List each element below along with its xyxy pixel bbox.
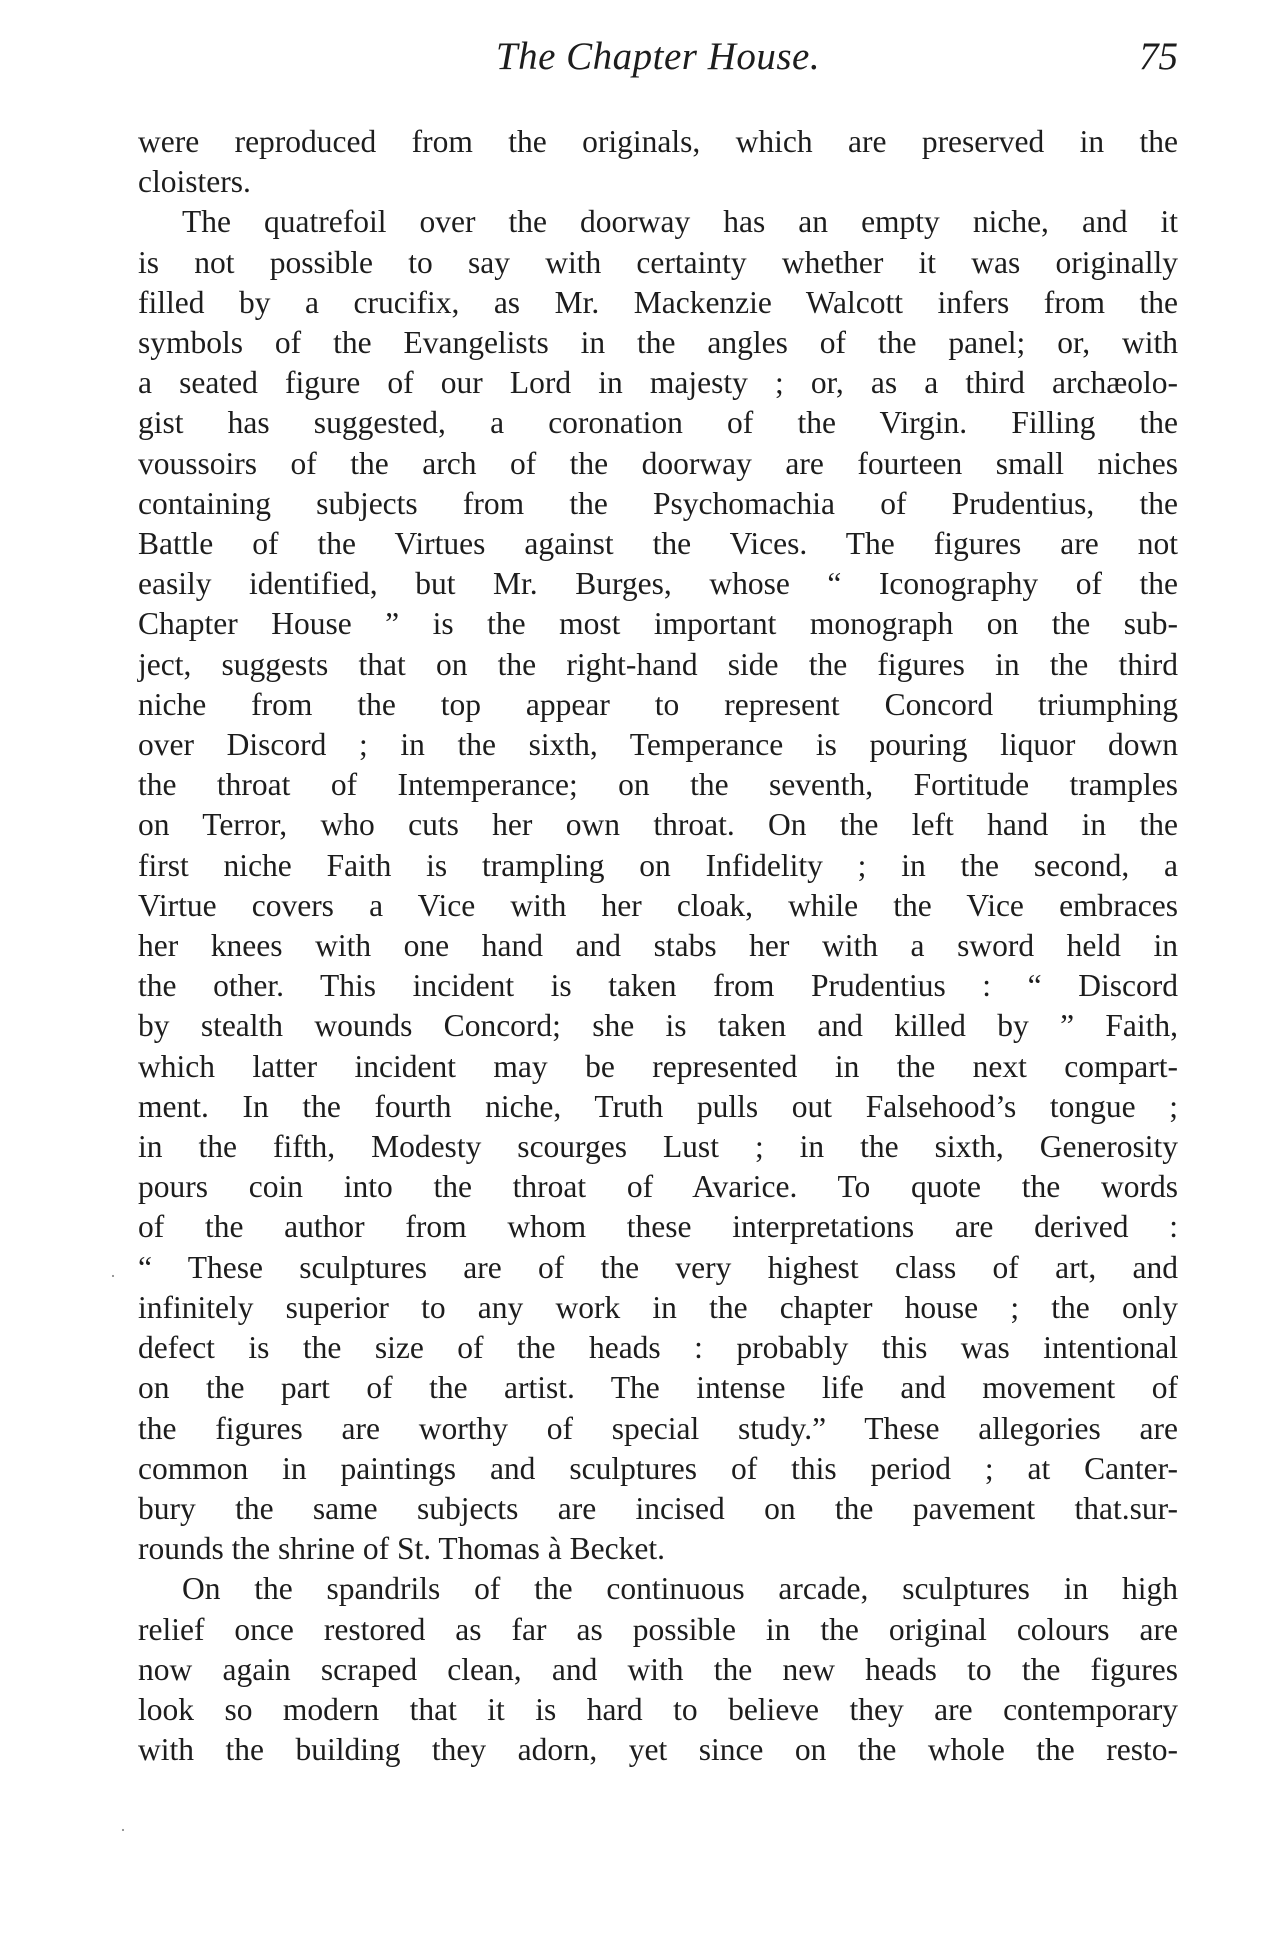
text-line: look so modern that it is hard to believe they are contemporary xyxy=(138,1691,1178,1727)
text-line: voussoirs of the arch of the doorway are fourteen small niches xyxy=(138,445,1178,481)
text-line: “ These sculptures are of the very highest class of art, and xyxy=(138,1249,1178,1285)
text-line: over Discord ; in the sixth, Temperance is pouring liquor down xyxy=(138,727,1178,763)
text-line: with the building they adorn, yet since on the whole the resto- xyxy=(138,1732,1178,1768)
running-head xyxy=(138,34,1178,94)
text-line: ment. In the fourth niche, Truth pulls out Falsehood’s tongue ; xyxy=(138,1088,1178,1124)
text-line: filled by a crucifix, as Mr. Mackenzie Walcott infers from the xyxy=(138,284,1178,320)
text-line: by stealth wounds Concord; she is taken and killed by ” Faith, xyxy=(138,1008,1178,1044)
text-line: On the spandrils of the continuous arcade, sculptures in high xyxy=(182,1571,1178,1607)
text-line: of the author from whom these interpretations are derived : xyxy=(138,1209,1178,1245)
text-line: infinitely superior to any work in the chapter house ; the only xyxy=(138,1289,1178,1325)
text-line: containing subjects from the Psychomachia of Prudentius, the xyxy=(138,485,1178,521)
text-line: the throat of Intemperance; on the seventh, Fortitude tramples xyxy=(138,767,1178,803)
text-line: in the fifth, Modesty scourges Lust ; in the sixth, Generosity xyxy=(138,1129,1178,1165)
page-number: 75 xyxy=(1139,35,1178,78)
text-line: symbols of the Evangelists in the angles of the panel; or, with xyxy=(138,325,1178,361)
text-line: Battle of the Virtues against the Vices. The figures are not xyxy=(138,526,1178,562)
text-line: the other. This incident is taken from Prudentius : “ Discord xyxy=(138,968,1178,1004)
text-line: defect is the size of the heads : probably this was intentional xyxy=(138,1330,1178,1366)
text-line: Virtue covers a Vice with her cloak, while the Vice embraces xyxy=(138,887,1178,923)
text-line: easily identified, but Mr. Burges, whose “ Iconography of the xyxy=(138,566,1178,602)
text-line: a seated figure of our Lord in majesty ; or, as a third archæolo- xyxy=(138,365,1178,401)
paragraph-1 xyxy=(138,122,1178,202)
margin-speck: · xyxy=(120,1820,126,1840)
text-line: gist has suggested, a coronation of the Virgin. Filling the xyxy=(138,405,1178,441)
text-line: pours coin into the throat of Avarice. To quote the words xyxy=(138,1169,1178,1205)
text-line: on Terror, who cuts her own throat. On the left hand in the xyxy=(138,807,1178,843)
running-title: The Chapter House. xyxy=(495,35,821,78)
text-line: her knees with one hand and stabs her with a sword held in xyxy=(138,928,1178,964)
text-line: which latter incident may be represented in the next compart- xyxy=(138,1048,1178,1084)
text-line: ject, suggests that on the right-hand side the figures in the third xyxy=(138,646,1178,682)
paragraph-3 xyxy=(138,1569,1178,1770)
text-line: on the part of the artist. The intense life and movement of xyxy=(138,1370,1178,1406)
text-line: now again scraped clean, and with the new heads to the figures xyxy=(138,1651,1178,1687)
body-text xyxy=(138,122,1178,1770)
paragraph-2 xyxy=(138,202,1178,1569)
text-line: The quatrefoil over the doorway has an empty niche, and it xyxy=(182,204,1178,240)
text-line: the figures are worthy of special study.” These allegories are xyxy=(138,1410,1178,1446)
text-line: first niche Faith is trampling on Infidelity ; in the second, a xyxy=(138,847,1178,883)
text-line: rounds the shrine of St. Thomas à Becket. xyxy=(138,1531,665,1567)
text-line: relief once restored as far as possible in the original colours are xyxy=(138,1611,1178,1647)
text-line: were reproduced from the originals, which are preserved in the xyxy=(138,124,1178,159)
margin-speck: · xyxy=(110,1266,116,1286)
text-line: is not possible to say with certainty whether it was originally xyxy=(138,244,1178,280)
text-line: niche from the top appear to represent Concord triumphing xyxy=(138,686,1178,722)
text-line: bury the same subjects are incised on the pavement that.sur- xyxy=(138,1490,1178,1526)
text-line: Chapter House ” is the most important monograph on the sub- xyxy=(138,606,1178,642)
text-line: cloisters. xyxy=(138,164,251,200)
text-line: common in paintings and sculptures of this period ; at Canter- xyxy=(138,1450,1178,1486)
